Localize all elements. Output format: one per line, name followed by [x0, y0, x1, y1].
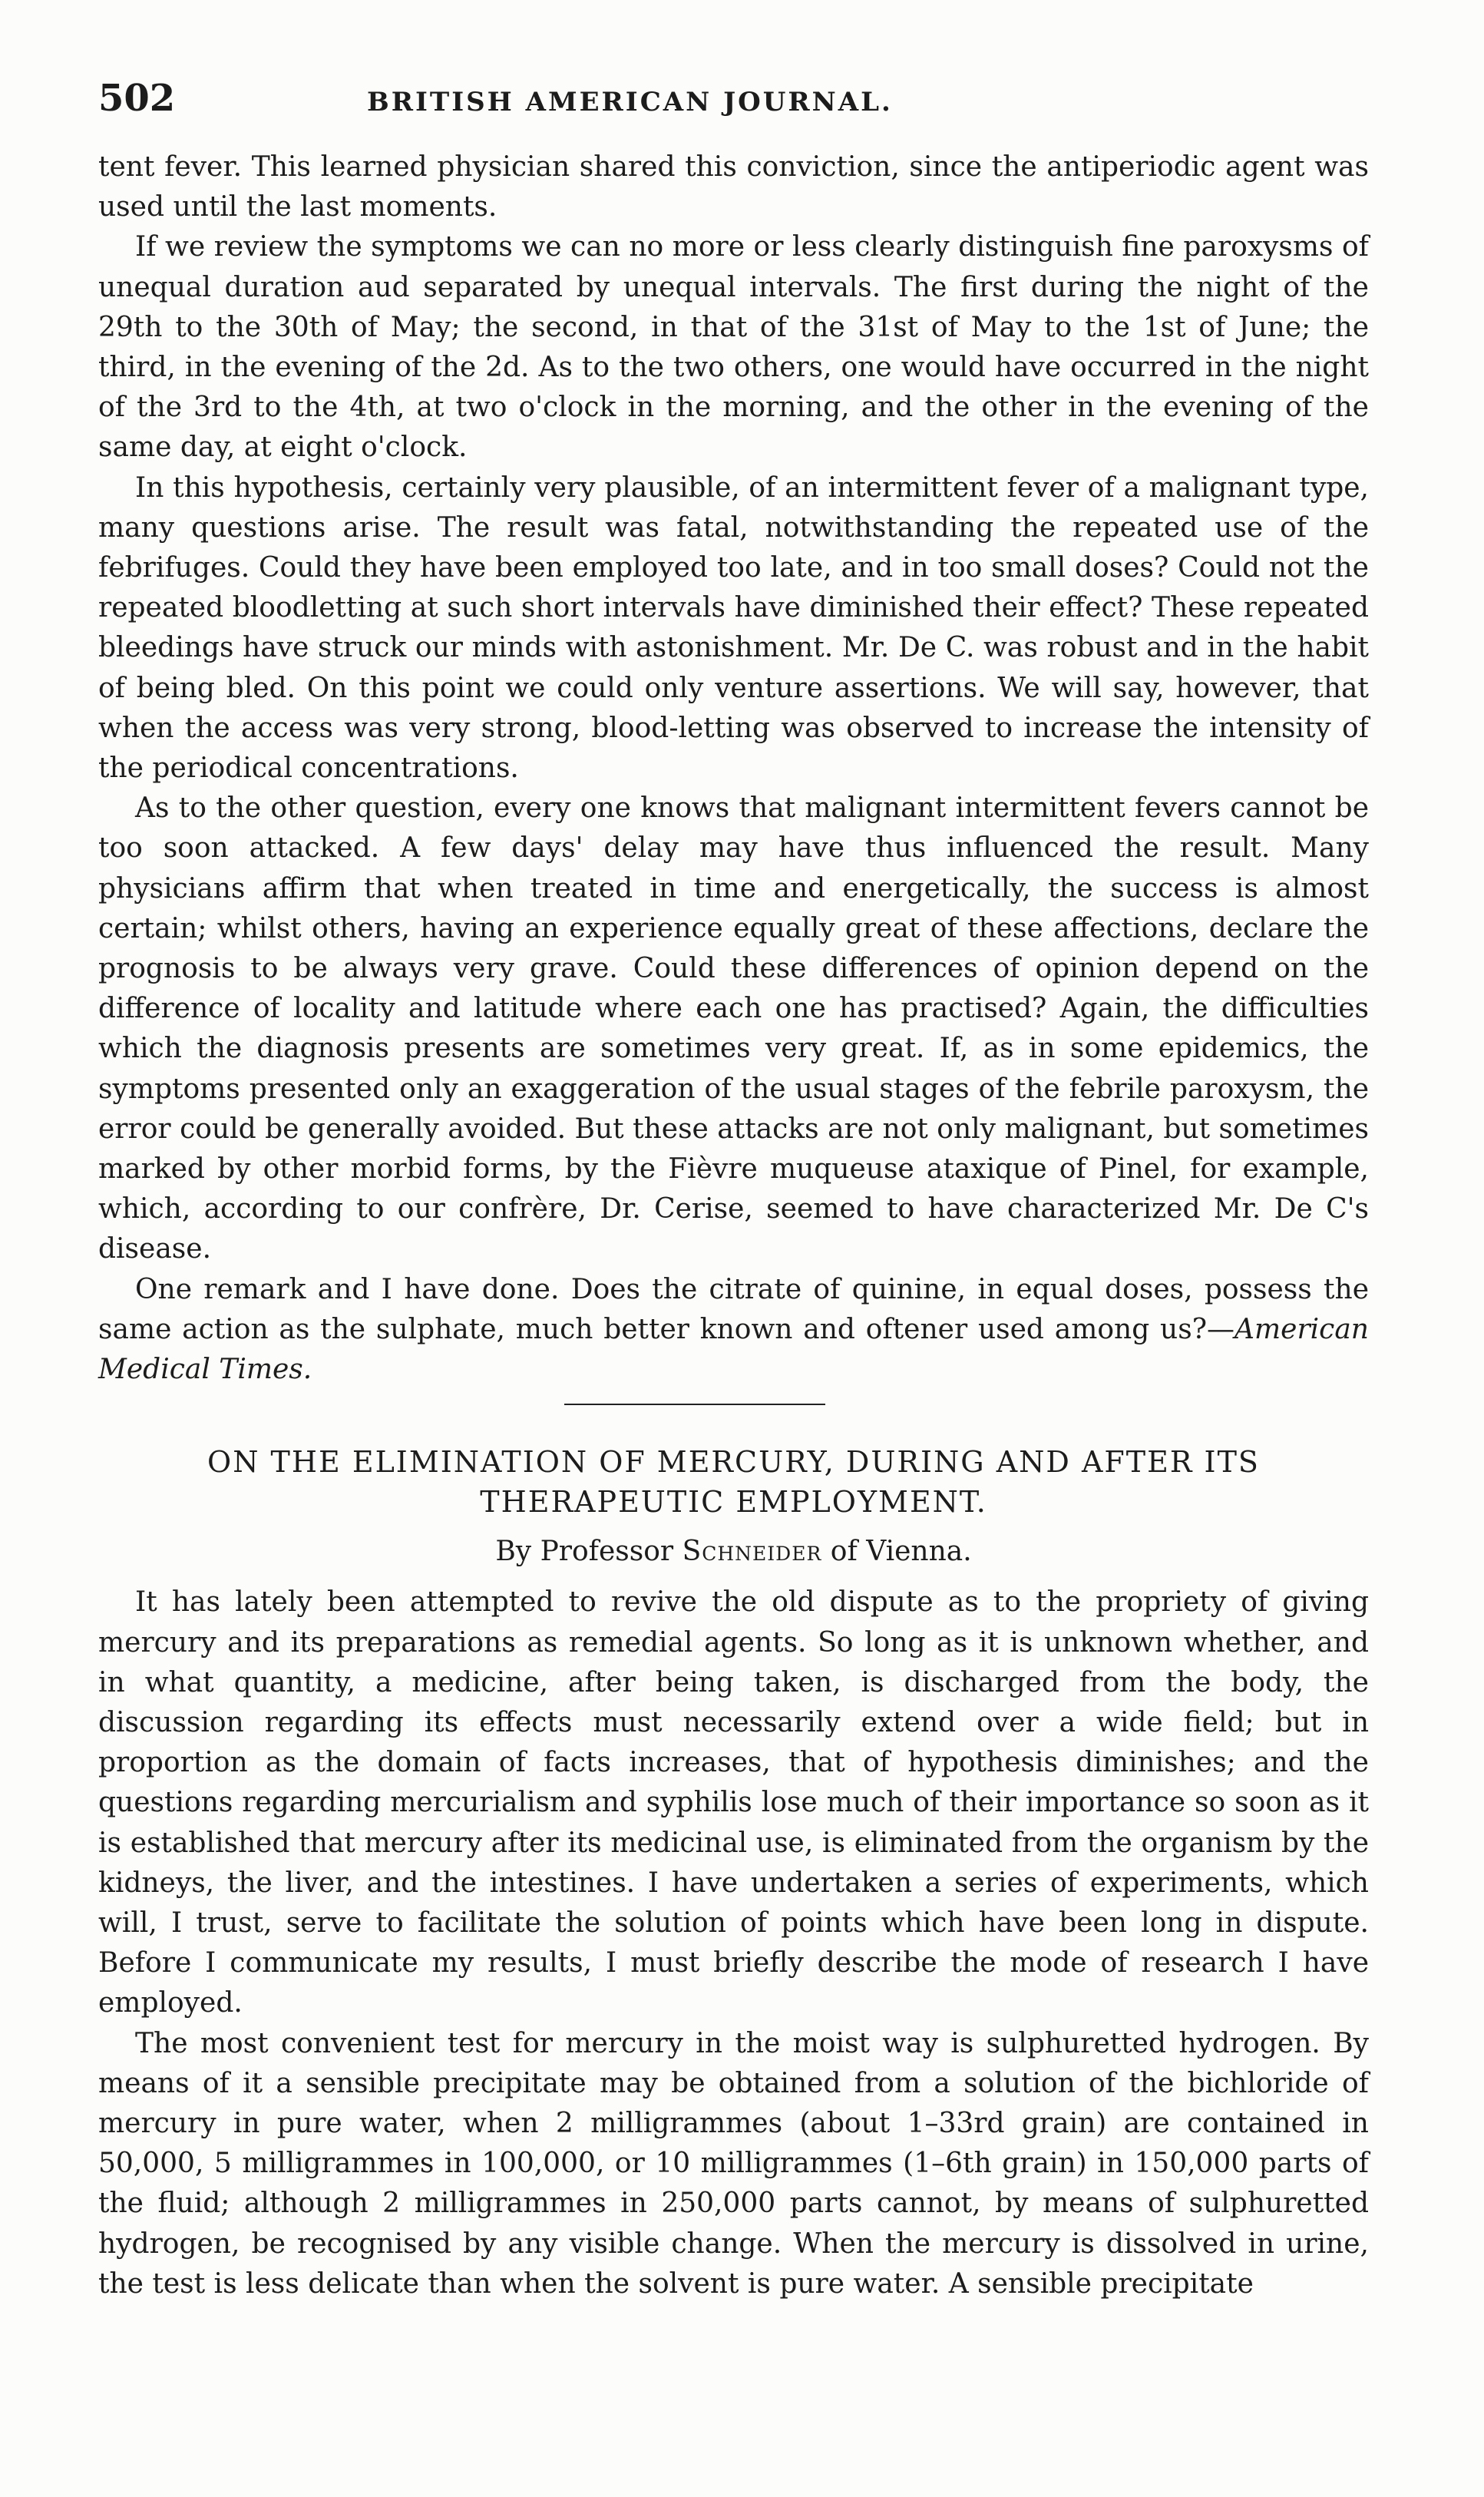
- section-divider: [564, 1404, 825, 1405]
- byline-prefix: By Professor: [495, 1536, 674, 1568]
- paragraph: It has lately been attempted to revive the old dispute as to the propriety of giving mercury and its preparations as remedial agents. So long as it is unknown whether, and in what quantity, a medicine, after being taken, is discharged from the body, the discussion regarding its effects must necessarily extend over a wide field; but in proportion as the domain of facts increases, that of hypothesis diminishes; and the questions regarding mercurialism and syphilis lose much of their importance so soon as it is established that mercury after its medicinal use, is eliminated from the organism by the kidneys, the liver, and the intestines. I have undertaken a series of experiments, which will, I trust, serve to facilitate the solution of points which have been long in dispute. Before I communicate my results, I must briefly describe the mode of research I have employed.: [98, 1586, 1369, 2019]
- paragraph: In this hypothesis, certainly very plausible, of an intermittent fever of a malignant type, many questions arise. The result was fatal, notwithstanding the repeated use of the febrifuges. Could they have been employed too late, and in too small doses? Could not the repeated bloodletting at such short intervals have diminished their effect? These repeated bleedings have struck our minds with astonishment. Mr. De C. was robust and in the habit of being bled. On this point we could only venture assertions. We will say, however, that when the access was very strong, blood-letting was observed to increase the intensity of the periodical concentrations.: [98, 471, 1369, 785]
- paragraph: As to the other question, every one knows that malignant intermittent fevers cannot be too soon attacked. A few days' delay may have thus influenced the result. Many physicians affirm that when treated in time and energetically, the success is almost certain; whilst others, having an experience equally great of these affections, declare the prognosis to be always very grave. Could these differences of opinion depend on the difference of locality and latitude where each one has practised? Again, the difficulties which the diagnosis presents are sometimes very great. If, as in some epidemics, the symptoms presented only an exaggeration of the usual stages of the febrile paroxysm, the error could be generally avoided. But these attacks are not only malignant, but sometimes marked by other morbid forms, by the Fièvre muqueuse ataxique of Pinel, for example, which, according to our confrère, Dr. Cerise, seemed to have characterized Mr. De C's disease.: [98, 792, 1369, 1265]
- author-name: Schneider: [682, 1536, 822, 1568]
- page-number: 502: [98, 77, 176, 120]
- paragraph: tent fever. This learned physician shared this conviction, since the antiperiodic agent was used until the last moments.: [98, 151, 1369, 223]
- paragraph-text: One remark and I have done. Does the citrate of quinine, in equal doses, possess the same action as the sulphate, much better known and oftener used among us?—: [98, 1273, 1369, 1345]
- previous-article-text: [98, 147, 1369, 1390]
- journal-title: BRITISH AMERICAN JOURNAL.: [367, 87, 893, 117]
- byline-suffix: of Vienna.: [830, 1536, 972, 1568]
- paragraph: The most convenient test for mercury in the moist way is sulphuretted hydrogen. By means of it a sensible precipitate may be obtained from a solution of the bichloride of mercury in pure water, when 2 milligrammes (about 1–33rd grain) are contained in 50,000, 5 milligrammes in 100,000, or 10 milligrammes (1–6th grain) in 150,000 parts of the fluid; although 2 milligrammes in 250,000 parts cannot, by means of sulphuretted hydrogen, be recognised by any visible change. When the mercury is dissolved in urine, the test is less delicate than when the solvent is pure water. A sensible precipitate: [98, 2027, 1369, 2300]
- source-citation: American Medical Times.: [98, 1313, 1369, 1386]
- paragraph: [98, 1270, 1369, 1391]
- byline: [98, 1536, 1369, 1567]
- article-title: ON THE ELIMINATION OF MERCURY, DURING AND AFTER ITS THERAPEUTIC EMPLOYMENT.: [207, 1445, 1260, 1520]
- paragraph: If we review the symptoms we can no more or less clearly distinguish fine paroxysms of unequal duration aud separated by unequal intervals. The first during the night of the 29th to the 30th of May; the second, in that of the 31st of May to the 1st of June; the third, in the evening of the 2d. As to the two others, one would have occurred in the night of the 3rd to the 4th, at two o'clock in the morning, and the other in the evening of the same day, at eight o'clock.: [98, 231, 1369, 464]
- article-body: [98, 1583, 1369, 2304]
- running-head: [98, 77, 1369, 131]
